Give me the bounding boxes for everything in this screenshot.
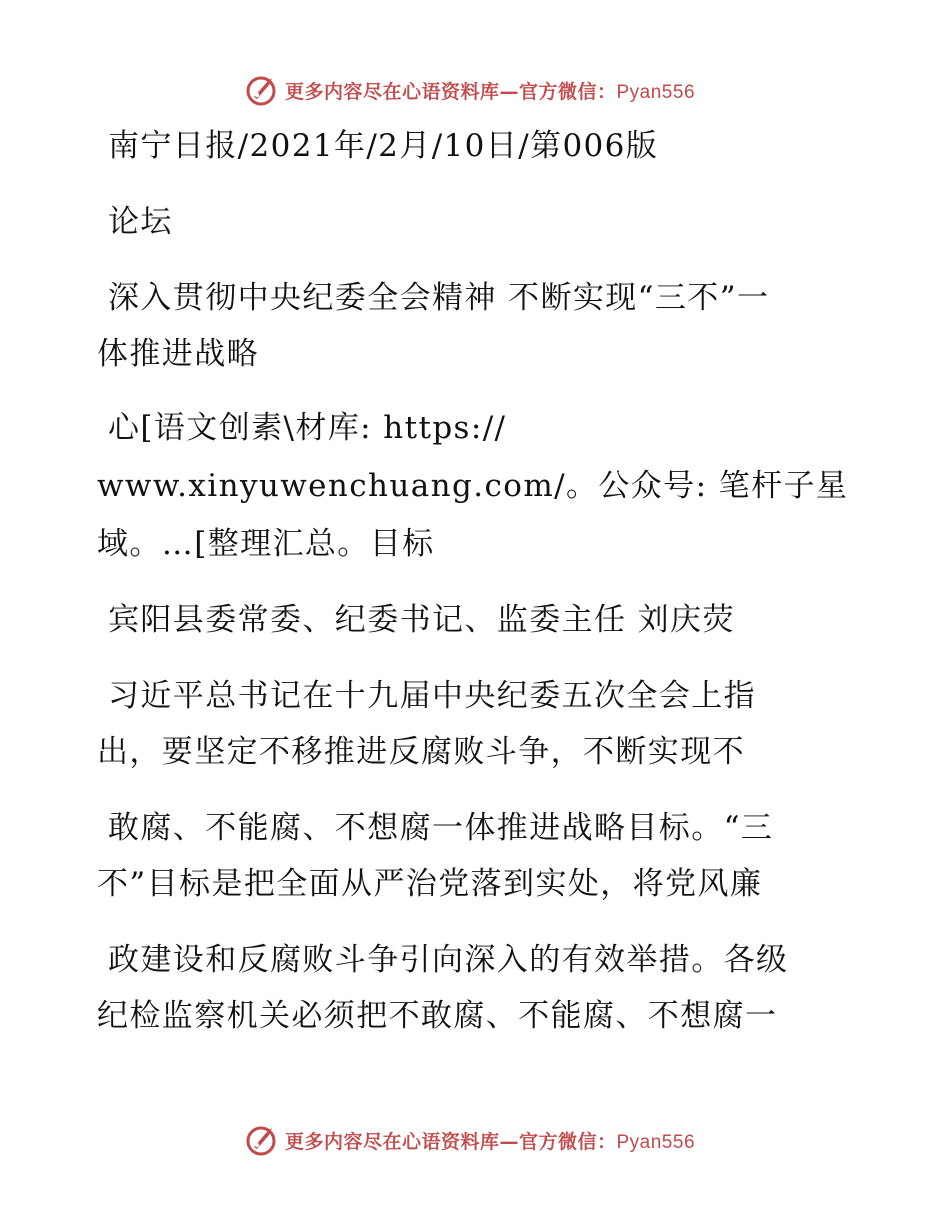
body-paragraph-line: 习近平总书记在十九届中央纪委五次全会上指: [108, 678, 756, 714]
banner-label: 更多内容尽在心语资料库—官方微信：: [284, 80, 617, 103]
section-label: 论坛: [108, 204, 173, 240]
source-note-line-2: www.xinyuwenchuang.com/。公众号: 笔杆子星: [97, 468, 849, 504]
banner-wechat-id: Pyan556: [616, 1131, 696, 1153]
body-paragraph-line: 敢腐、不能腐、不想腐一体推进战略目标。“三: [108, 810, 774, 846]
footer-banner-content: [245, 1123, 695, 1157]
body-paragraph-line: 出，要坚定不移推进反腐败斗争，不断实现不: [97, 734, 745, 770]
body-paragraph-line: 纪检监察机关必须把不敢腐、不能腐、不想腐一: [97, 998, 778, 1034]
banner-text: [285, 1127, 695, 1154]
source-note-line-3: 域。…[整理汇总。目标: [97, 526, 435, 562]
banner-wechat-id: Pyan556: [616, 81, 696, 103]
article-title-line-1: 深入贯彻中央纪委全会精神 不断实现“三不”一: [108, 280, 770, 316]
header-banner: [0, 70, 950, 110]
source-note-line-1: 心[语文创素\材库: https://: [108, 410, 507, 446]
banner-label: 更多内容尽在心语资料库—官方微信：: [284, 1130, 617, 1153]
banner-text: [285, 77, 695, 104]
author-line: 宾阳县委常委、纪委书记、监委主任 刘庆荧: [108, 602, 735, 638]
footer-banner: [0, 1120, 950, 1160]
pen-nib-logo-icon: [245, 73, 279, 107]
publication-line: 南宁日报/2021年/2月/10日/第006版: [108, 128, 659, 164]
article-title-line-2: 体推进战略: [97, 336, 259, 372]
pen-nib-logo-icon: [245, 1123, 279, 1157]
header-banner-content: [245, 73, 695, 107]
body-paragraph-line: 政建设和反腐败斗争引向深入的有效举措。各级: [108, 942, 789, 978]
body-paragraph-line: 不”目标是把全面从严治党落到实处，将党风廉: [97, 866, 763, 902]
